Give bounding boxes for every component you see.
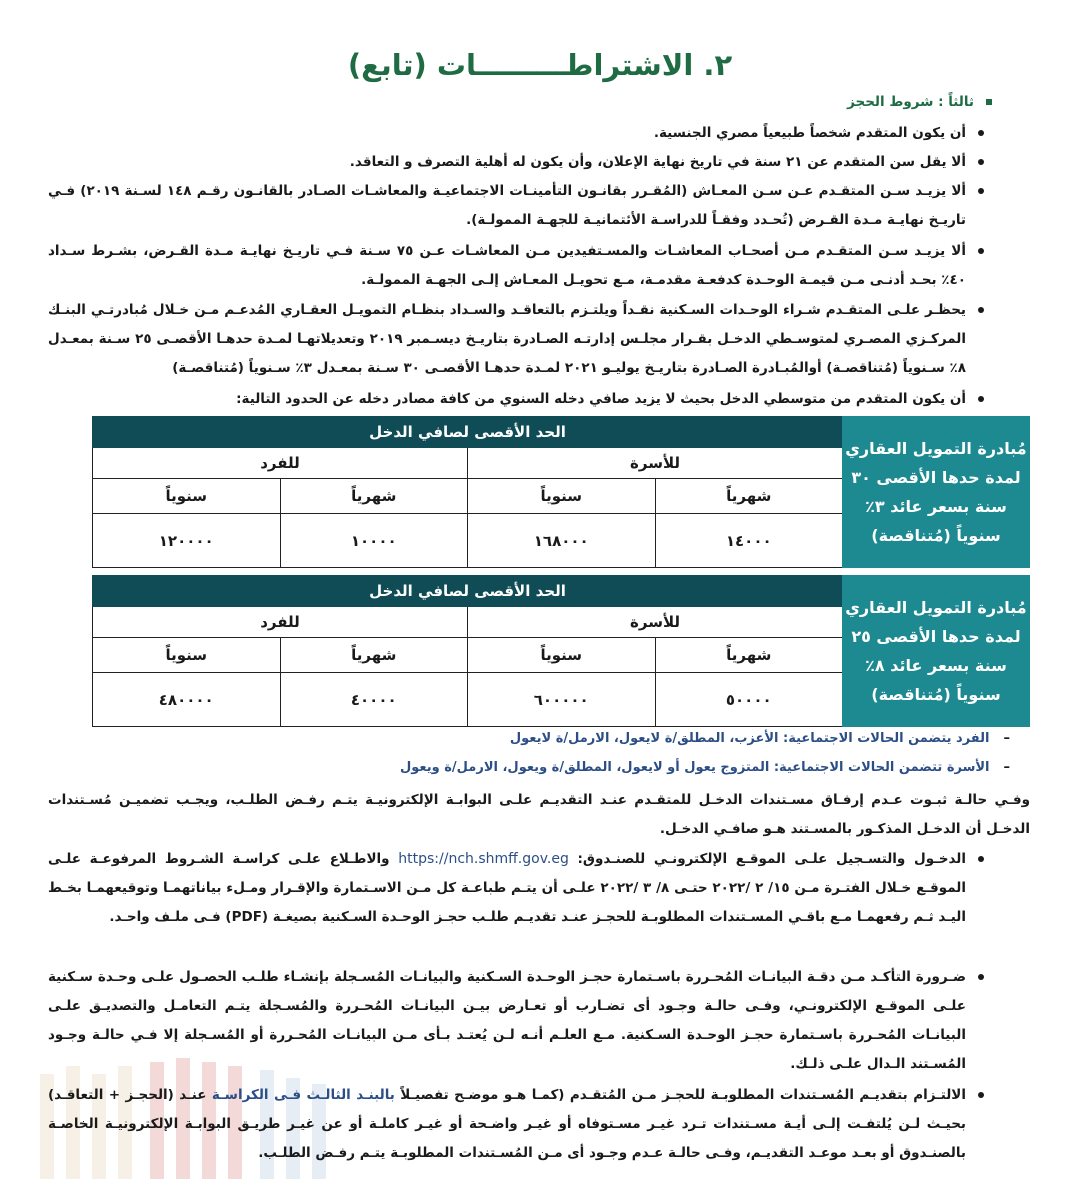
note-text: الأسرة تتضمن الحالات الاجتماعية: المتزوج يعول أو لايعول، المطلق/ة ويعول، الارمل/ة ويعول — [400, 760, 990, 775]
documents-text-end: عنـد (الحجـز + التعاقـد) بحيـث لـن يُلتفـت إلـى أيـة مسـتندات تـرد غيـر مسـتوفاه أو غيـر واضـحة أو غيـر كاملـة أو عن غيـر طريـق البوابـة الإلكترونيـة الخاصـة بالصنـدوق أو بعـد موعـد التقديـم، وفـى حالـة عـدم وجـود أى مـن المُسـتندات المطلوبـة يتـم رفـض الطلـب. — [48, 1087, 966, 1161]
individual-yearly-value: ٤٨٠٠٠٠ — [93, 673, 281, 727]
data-accuracy-item: ضـرورة التأكـد مـن دقـة البيانـات المُحـررة باسـتمارة حجـز الوحـدة السـكنية والبيانـات المُسـجلة بإنشـاء طلـب الحصـول علـى وحـدة سـكنية علـى الموقـع الإلكترونـي، وفـى حالـة وجـود أى تضـارب أو تعـارض بيـن البيانـات المُحـررة والمُسـجلة يتـم التعامـل والتصديـق علـى البيانـات المُحـررة باسـتمارة حجـز الوحـدة السـكنية. مـع العلـم أنـه لـن يُعتـد بـأى مـن البيانـات المُحـررة أو المُسـجلة إلا فـي حالـة وجـود المُسـتند الـدال علـى ذلـك. — [48, 963, 988, 1079]
condition-item: أن يكون المتقدم شخصاً طبيعياً مصري الجنسية. — [48, 119, 988, 148]
documents-item — [48, 1081, 988, 1168]
initiative-label: مُبادرة التمويل العقاري لمدة حدها الأقصى ٢٥ سنة بسعر عائد ٨٪ سنوياً (مُتناقصة) — [843, 576, 1030, 727]
individual-monthly-value: ٤٠٠٠٠ — [280, 673, 468, 727]
table-header: الحد الأقصى لصافي الدخل — [93, 576, 843, 607]
page-title: ٢. الاشتراطـــــــــات (تابع) — [347, 48, 733, 82]
income-documents-paragraph: وفـي حالـة ثبـوت عـدم إرفـاق مسـتندات الدخـل للمتقـدم عنـد التقديـم علـى البوابـة الإلكترونيـة يتـم رفـض الطلـب، ويجـب تضميـن مُسـتندات الدخـل أن الدخـل المذكـور بالمسـتند هـو صافـي الدخـل. — [48, 792, 1030, 837]
group-individual: للفرد — [93, 448, 468, 479]
group-individual: للفرد — [93, 607, 468, 638]
fund-website-link[interactable]: https://nch.shmff.gov.eg — [398, 851, 569, 867]
col-monthly: شهرياً — [655, 479, 843, 514]
table-header: الحد الأقصى لصافي الدخل — [93, 417, 843, 448]
family-monthly-value: ٥٠٠٠٠ — [655, 673, 843, 727]
registration-text-end: والاطـلاع علـى كراسـة الشـروط المرفوعـة علـى الموقـع خـلال الفتـرة مـن ١٥/ ٢ /٢٠٢٢ حتـى ٨/ ٣ /٢٠٢٢ علـى أن يتـم طباعـة كل مـن الاسـتمارة والإقـرار ومـلء بياناتهمـا وتوقيعهمـا بخـط اليـد ثـم رفعهمـا مـع باقـي المسـتندات المطلوبـة للحجـز عنـد تقديـم طلـب حجـز الوحـدة السـكنية بصيغـة (PDF) فـى ملـف واحـد. — [48, 851, 966, 925]
col-yearly: سنوياً — [468, 479, 656, 514]
col-monthly: شهرياً — [655, 638, 843, 673]
section-label: ثالثاً : شروط الحجز — [847, 94, 974, 110]
section-heading — [847, 94, 992, 110]
individual-monthly-value: ١٠٠٠٠ — [280, 514, 468, 568]
note-text: الفرد يتضمن الحالات الاجتماعية: الأعزب، المطلق/ة لايعول، الارمل/ة لايعول — [509, 731, 990, 746]
documents-reference: بالبنـد الثالـث فـى الكراسـة — [211, 1087, 395, 1103]
col-yearly: سنوياً — [468, 638, 656, 673]
note-individual — [510, 731, 1010, 746]
dash-marker: – — [1003, 731, 1010, 746]
col-monthly: شهرياً — [280, 479, 468, 514]
group-family: للأسرة — [468, 448, 843, 479]
family-monthly-value: ١٤٠٠٠ — [655, 514, 843, 568]
individual-yearly-value: ١٢٠٠٠٠ — [93, 514, 281, 568]
income-table-25-years — [92, 575, 1030, 727]
condition-item: ألا يزيـد سـن المتقـدم عـن سـن المعـاش (المُقـرر بقانـون التأمينـات الاجتماعيـة والمعاشـات الصـادر بالقانـون رقـم ١٤٨ لسـنة ٢٠١٩) فـي تاريـخ نهايـة مـدة القـرض (تُحـدد وفقـاً للدراسـة الأئتمانيـة للجهـة الممولـة). — [48, 177, 988, 235]
registration-text-start: الدخـول والتسـجيل علـى الموقـع الإلكترونـي للصنـدوق: — [577, 851, 966, 867]
condition-item: ألا يقل سن المتقدم عن ٢١ سنة في تاريخ نهاية الإعلان، وأن يكون له أهلية التصرف و التعاقد. — [48, 148, 988, 177]
condition-item: يحظـر علـى المتقـدم شـراء الوحـدات السـكنية نقـداً ويلتـزم بالتعاقـد والسـداد بنظـام التمويـل العقـاري المُدعـم مـن خـلال مُبادرتـي البنـك المركـزي المصـري لمتوسـطي الدخـل بقـرار مجلـس إدارتـه الصـادرة بتاريـخ ديسـمبر ٢٠١٩ وتعديلاتهـا لمـدة حدهـا الأقصـى ٢٥ سـنة بمعـدل ٨٪ سـنوياً (مُتناقصـة) أوالمُبـادرة الصـادرة بتاريـخ يوليـو ٢٠٢١ لمـدة حدهـا الأقصـى ٣٠ سـنة بمعـدل ٣٪ سـنوياً (مُتناقصـة) — [48, 296, 988, 383]
condition-item: أن يكون المتقدم من متوسطي الدخل بحيث لا يزيد صافي دخله السنوي من كافة مصادر دخله عن الحدود التالية: — [48, 385, 988, 414]
family-yearly-value: ١٦٨٠٠٠ — [468, 514, 656, 568]
dash-marker: – — [1003, 760, 1010, 775]
condition-item: ألا يزيـد سـن المتقـدم مـن أصحـاب المعاشـات والمسـتفيدين مـن المعاشـات عـن ٧٥ سـنة فـي تاريـخ نهايـة مـدة القـرض، بشـرط سـداد ٤٠٪ بحـد أدنـى مـن قيمـة الوحـدة كدفعـة مقدمـة، مـع تحويـل المعـاش إلـى الجهـة الممولـة. — [48, 237, 988, 295]
documents-text-start: الالتـزام بتقديـم المُسـتندات المطلوبـة للحجـز مـن المُتقـدم (كمـا هـو موضـح تفصيـلاً — [400, 1087, 966, 1103]
note-family — [400, 760, 1010, 775]
col-yearly: سنوياً — [93, 638, 281, 673]
col-yearly: سنوياً — [93, 479, 281, 514]
income-table-30-years — [92, 416, 1030, 568]
initiative-label: مُبادرة التمويل العقاري لمدة حدها الأقصى ٣٠ سنة بسعر عائد ٣٪ سنوياً (مُتناقصة) — [843, 417, 1030, 568]
col-monthly: شهرياً — [280, 638, 468, 673]
group-family: للأسرة — [468, 607, 843, 638]
square-bullet-icon — [986, 99, 992, 105]
family-yearly-value: ٦٠٠٠٠٠ — [468, 673, 656, 727]
registration-item — [48, 845, 988, 932]
